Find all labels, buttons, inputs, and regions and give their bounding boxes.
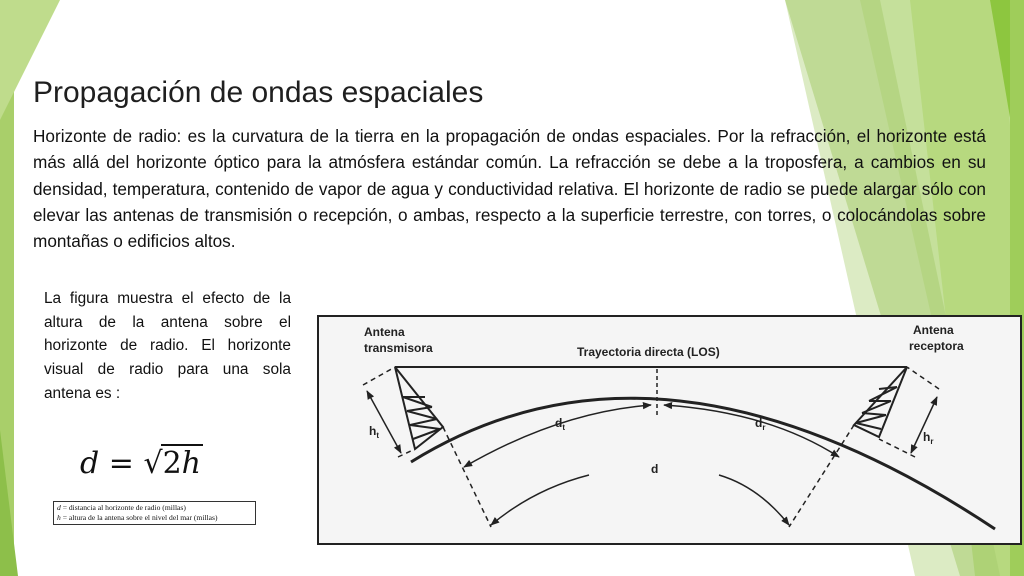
legend-h-var: h bbox=[57, 513, 61, 522]
formula-var: h bbox=[181, 446, 201, 481]
d-label: d bbox=[651, 462, 659, 476]
legend-row-h bbox=[57, 513, 252, 523]
ht-label: $h_t$ bbox=[369, 424, 380, 440]
tx-label-line1: Antena bbox=[364, 325, 405, 339]
slide-body-text: Horizonte de radio: es la curvatura de la tierra en la propagación de ondas espaciales. Por la refracción, el horizonte está más allá del horizonte óptico para la atmósfera estándar común. La refracción se debe a la troposfera, a cambios en su densidad, temperatura, contenido de vapor de agua y conductividad relativa. El horizonte de radio se puede alargar sólo con elevar las antenas de transmisión o recepción, o ambas, respecto a la superficie terrestre, con torres, o colocándolas sobre montañas o edificios altos. bbox=[33, 126, 986, 252]
legend-row-d bbox=[57, 503, 252, 513]
guide-lines bbox=[363, 367, 939, 527]
transmitter-tower-icon bbox=[395, 367, 443, 449]
radio-horizon-figure bbox=[317, 315, 1022, 545]
formula-sqrt: √2h bbox=[143, 446, 201, 481]
d-arrow-right bbox=[719, 475, 789, 525]
dt-arrow bbox=[464, 405, 651, 467]
slide-title: Propagación de ondas espaciales bbox=[33, 76, 484, 109]
ht-arrow bbox=[367, 391, 401, 453]
legend-h-text: = altura de la antena sobre el nivel del mar (millas) bbox=[60, 513, 218, 522]
rx-label-line2: receptora bbox=[909, 339, 964, 353]
formula-radicand: 2 bbox=[162, 446, 182, 481]
dr-label: $d_r$ bbox=[755, 416, 766, 432]
formula-equals: = bbox=[108, 446, 134, 481]
rx-label-line1: Antena bbox=[913, 323, 954, 337]
los-label: Trayectoria directa (LOS) bbox=[577, 345, 720, 359]
d-arrow-left bbox=[491, 475, 589, 525]
horizon-formula bbox=[80, 444, 203, 481]
receiver-tower-icon bbox=[854, 367, 907, 437]
dt-label: $d_t$ bbox=[555, 416, 566, 432]
formula-lhs: d bbox=[80, 446, 100, 481]
figure-caption: La figura muestra el efecto de la altura de la antena sobre el horizonte de radio. El horizonte visual de radio para una sola antena es : bbox=[44, 290, 291, 402]
tx-label-line2: transmisora bbox=[364, 341, 433, 355]
earth-curve bbox=[411, 398, 995, 529]
formula-legend bbox=[53, 501, 256, 525]
hr-label: $h_r$ bbox=[923, 430, 934, 446]
legend-d-text: = distancia al horizonte de radio (millas) bbox=[60, 503, 186, 512]
legend-d-var: d bbox=[57, 503, 61, 512]
radio-horizon-diagram bbox=[319, 317, 1020, 543]
